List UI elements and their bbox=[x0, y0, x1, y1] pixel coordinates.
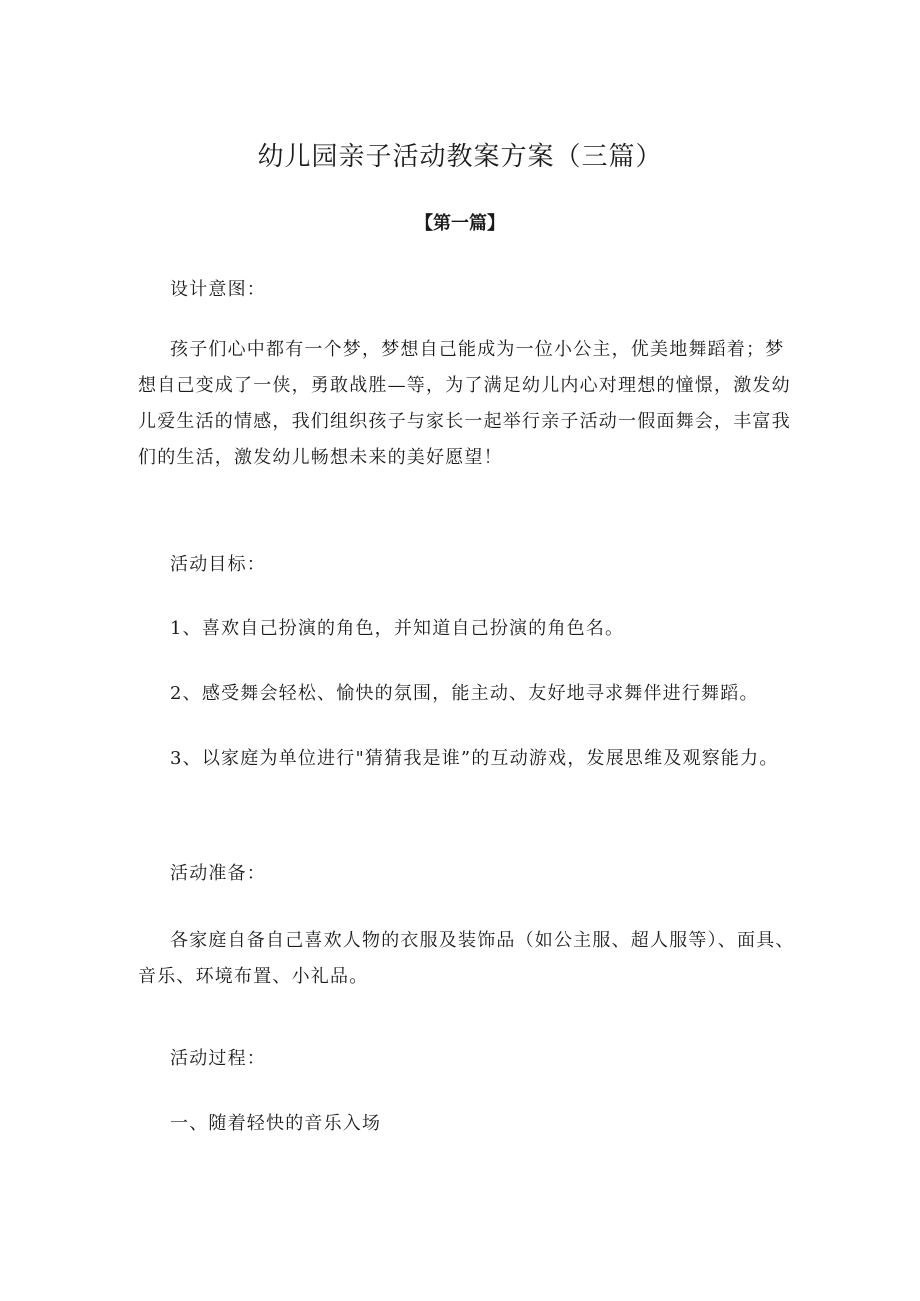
paragraph-design-intent-body: 孩子们心中都有一个梦，梦想自己能成为一位小公主，优美地舞蹈着；梦想自己变成了一侠，勇敢战胜—等，为了满足幼儿内心对理想的憧憬，激发幼儿爱生活的情感，我们组织孩子与家长一起举行亲子活动一假面舞会，丰富我们的生活，激发幼儿畅想未来的美好愿望！ bbox=[138, 339, 791, 468]
paragraph-process-heading: 活动过程： bbox=[170, 1048, 266, 1069]
paragraph-goal-3: 3、以家庭为单位进行"猜猜我是谁”的互动游戏，发展思维及观察能力。 bbox=[170, 748, 779, 769]
paragraph-preparation-heading: 活动准备： bbox=[170, 863, 266, 884]
paragraph-process-step-1: 一、随着轻快的音乐入场 bbox=[170, 1113, 382, 1134]
paragraph-goal-1: 1、喜欢自己扮演的角色，并知道自己扮演的角色名。 bbox=[170, 618, 625, 639]
section-heading: 【第一篇】 bbox=[415, 213, 505, 234]
paragraph-goals-heading: 活动目标： bbox=[170, 554, 266, 575]
paragraph-preparation-body: 各家庭自备自己喜欢人物的衣服及装饰品（如公主服、超人服等）、面具、音乐、环境布置、小礼品。 bbox=[138, 930, 795, 987]
document-title: 幼儿园亲子活动教案方案（三篇） bbox=[257, 142, 663, 172]
paragraph-design-intent-heading: 设计意图： bbox=[170, 279, 266, 300]
paragraph-goal-2: 2、感受舞会轻松、愉快的氛围，能主动、友好地寻求舞伴进行舞蹈。 bbox=[170, 683, 759, 704]
